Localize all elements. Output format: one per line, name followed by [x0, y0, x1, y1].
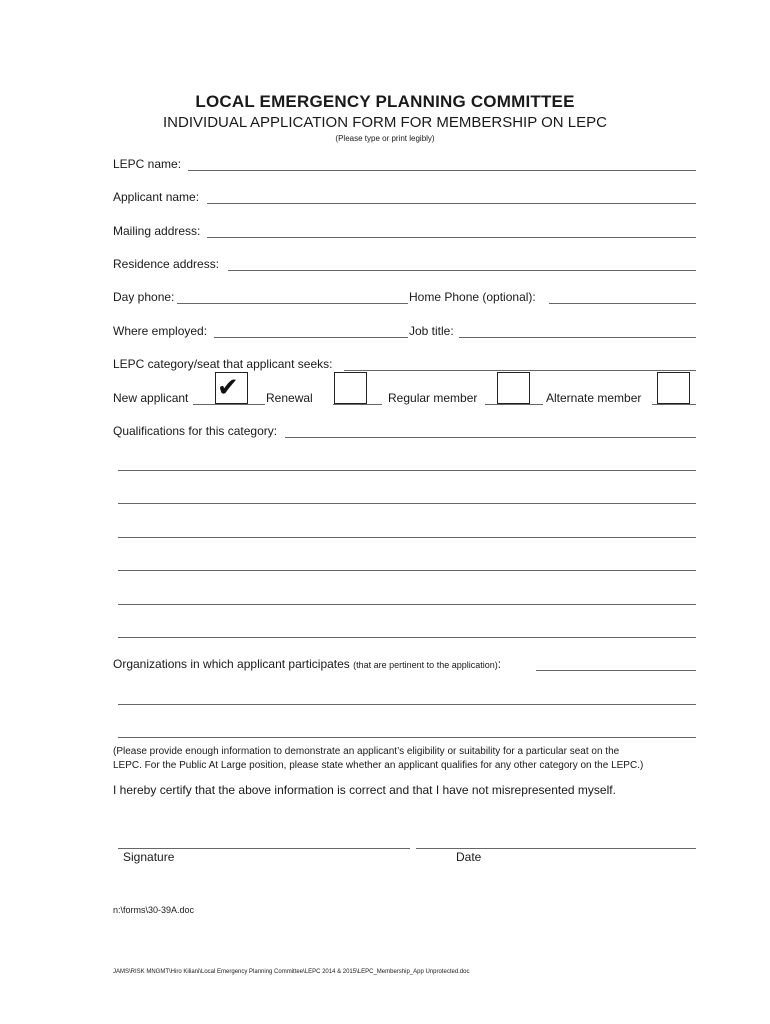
new-applicant-label: New applicant: [113, 391, 189, 405]
alternate-member-checkbox[interactable]: [657, 372, 690, 404]
home-phone-field[interactable]: [549, 303, 696, 304]
new-applicant-line: [193, 404, 265, 405]
organizations-colon: :: [497, 657, 502, 671]
home-phone-label: Home Phone (optional):: [409, 290, 536, 304]
regular-member-label: Regular member: [388, 391, 478, 405]
qualifications-line-6[interactable]: [118, 637, 696, 638]
residence-address-label: Residence address:: [113, 257, 220, 271]
day-phone-label: Day phone:: [113, 290, 175, 304]
where-employed-label: Where employed:: [113, 324, 208, 338]
instructions-line-2: LEPC. For the Public At Large position, please state whether an applicant qualifies for any other category on the LEPC.): [113, 760, 644, 771]
renewal-checkbox[interactable]: [334, 372, 367, 404]
form-subtitle: INDIVIDUAL APPLICATION FORM FOR MEMBERSHIP ON LEPC: [163, 114, 607, 131]
organizations-label-text: Organizations in which applicant participates: [113, 657, 350, 671]
form-title: LOCAL EMERGENCY PLANNING COMMITTEE: [195, 92, 575, 111]
renewal-line: [333, 404, 382, 405]
qualifications-line-1[interactable]: [118, 470, 696, 471]
organizations-label: [113, 657, 501, 671]
mailing-address-field[interactable]: [207, 237, 696, 238]
certification-statement: I hereby certify that the above information is correct and that I have not misrepresented myself.: [113, 783, 616, 797]
lepc-name-label: LEPC name:: [113, 157, 182, 171]
file-path: JAMS\RISK MNGMT\Hiro Kiliani\Local Emergency Planning Committee\LEPC 2014 & 2015\LEPC_Membership_App Unprotected.doc: [113, 969, 470, 975]
file-reference: n:\forms\30-39A.doc: [113, 905, 195, 915]
qualifications-label: Qualifications for this category:: [113, 424, 278, 438]
date-field[interactable]: [416, 848, 696, 849]
organizations-line-2[interactable]: [118, 737, 696, 738]
signature-label: Signature: [123, 850, 175, 864]
regular-member-checkbox[interactable]: [497, 372, 530, 404]
organizations-note: (that are pertinent to the application): [353, 660, 498, 670]
qualifications-line-2[interactable]: [118, 503, 696, 504]
organizations-field[interactable]: [536, 670, 696, 671]
instructions-line-1: (Please provide enough information to demonstrate an applicant’s eligibility or suitability for a particular seat on the: [113, 746, 620, 757]
regular-member-line: [485, 404, 543, 405]
checkmark-icon: ✔: [217, 373, 239, 403]
organizations-line-1[interactable]: [118, 704, 696, 705]
qualifications-field[interactable]: [285, 437, 696, 438]
category-seat-field[interactable]: [344, 370, 696, 371]
where-employed-field[interactable]: [214, 337, 408, 338]
form-instruction-note: (Please type or print legibly): [335, 134, 435, 143]
qualifications-line-4[interactable]: [118, 570, 696, 571]
job-title-field[interactable]: [459, 337, 696, 338]
lepc-name-field[interactable]: [188, 170, 696, 171]
category-seat-label: LEPC category/seat that applicant seeks:: [113, 357, 333, 371]
alternate-member-line: [652, 404, 696, 405]
alternate-member-label: Alternate member: [546, 391, 642, 405]
mailing-address-label: Mailing address:: [113, 224, 201, 238]
day-phone-field[interactable]: [177, 303, 408, 304]
signature-field[interactable]: [118, 848, 410, 849]
job-title-label: Job title:: [409, 324, 454, 338]
instructions-paragraph: [113, 745, 713, 773]
qualifications-line-5[interactable]: [118, 604, 696, 605]
renewal-label: Renewal: [266, 391, 313, 405]
applicant-name-field[interactable]: [207, 203, 696, 204]
applicant-name-label: Applicant name:: [113, 190, 200, 204]
qualifications-line-3[interactable]: [118, 537, 696, 538]
date-label: Date: [456, 850, 482, 864]
new-applicant-checkbox[interactable]: [215, 372, 248, 404]
residence-address-field[interactable]: [228, 270, 696, 271]
